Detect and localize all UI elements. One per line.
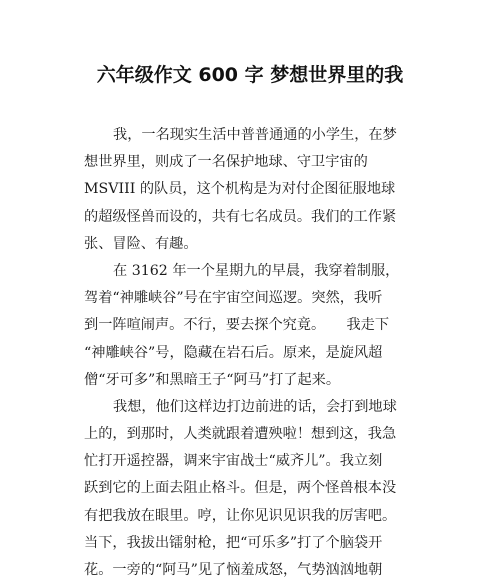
text-line: 我，一名现实生活中普普通通的小学生，在梦 [113,127,397,143]
text-line: 当下，我拔出镭射枪，把“可乐多”打了个脑袋开 [84,534,383,551]
text-line: 在 3162 年一个星期九的早晨，我穿着制服， [113,262,400,279]
text-line: 张、冒险、有趣。 [84,235,198,252]
document-title: 六年级作文 600 字 梦想世界里的我 [96,64,404,86]
text-line: 花。一旁的“阿马”见了恼羞成怒，气势汹汹地朝 [84,562,383,578]
text-line: 有把我放在眼里。哼，让你见识见识我的厉害吧。 [84,507,397,524]
text-line: 忙打开遥控器，调来宇宙战士“威齐儿”。我立刻 [84,453,383,470]
text-line: 的超级怪兽而设的，共有七名成员。我们的工作紧 [84,208,397,225]
text-line: 到一阵喧闹声。不行，要去探个究竟。 我走下 [84,317,390,334]
paragraph-2 [84,258,429,394]
text-line: 我想，他们这样边打边前进的话，会打到地球 [113,398,397,415]
text-line: 驾着“神雕峡谷”号在宇宙空间巡逻。突然，我听 [84,290,383,307]
text-line: 跃到它的上面去阻止格斗。但是，两个怪兽根本没 [84,480,397,497]
paragraph-1 [84,122,429,258]
text-line: 上的，到那时，人类就跟着遭殃啦！想到这，我急 [84,426,397,443]
text-line: MSVIII 的队员，这个机构是为对付企图征服地球 [84,181,396,198]
text-line: “神雕峡谷”号，隐藏在岩石后。原来，是旋风超 [84,344,383,361]
paragraph-3 [84,394,429,584]
text-line: 想世界里，则成了一名保护地球、守卫宇宙的 [84,154,368,171]
document-body [84,122,429,584]
text-line: 僧“牙可多”和黑暗王子“阿马”打了起来。 [84,371,341,388]
